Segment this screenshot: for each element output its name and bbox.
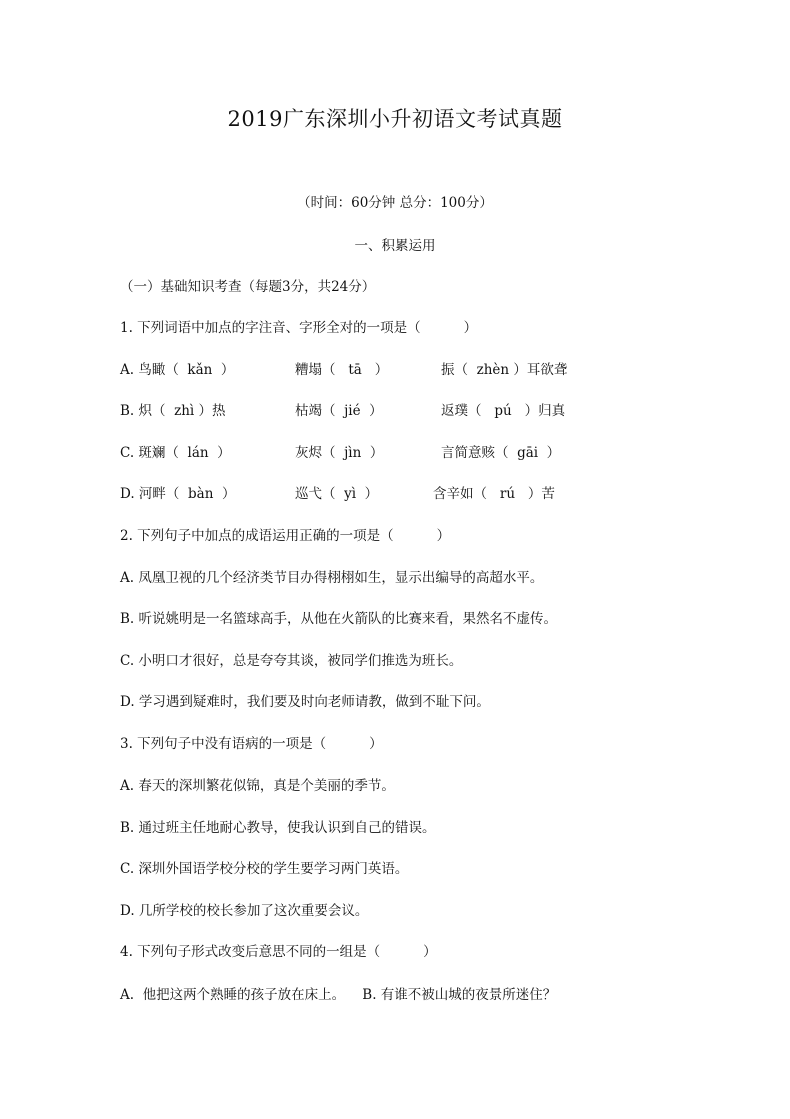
question-2-option-b: B. 听说姚明是一名篮球高手，从他在火箭队的比赛来看，果然名不虚传。 <box>120 611 558 627</box>
option-cell: 返璞（ pú ）归真 <box>441 403 566 419</box>
option-cell: 言简意赅（ gāi ） <box>441 445 561 461</box>
option-cell: A. 鸟瞰（ kǎn ） <box>120 362 235 378</box>
option-cell: 糟塌（ tā ） <box>295 362 389 378</box>
question-4-options: A. 他把这两个熟睡的孩子放在床上。 B. 有谁不被山城的夜景所迷住？ <box>120 987 557 1003</box>
option-cell: 灰烬（ jìn ） <box>295 445 384 461</box>
question-1-stem: 1. 下列词语中加点的字注音、字形全对的一项是（ ） <box>120 320 478 336</box>
question-3-option-a: A. 春天的深圳繁花似锦，真是个美丽的季节。 <box>120 778 395 794</box>
question-2-option-d: D. 学习遇到疑难时，我们要及时向老师请教，做到不耻下问。 <box>120 694 490 710</box>
option-cell: 枯竭（ jié ） <box>295 403 383 419</box>
question-2-option-c: C. 小明口才很好，总是夸夸其谈，被同学们推选为班长。 <box>120 653 463 669</box>
question-4-stem: 4. 下列句子形式改变后意思不同的一组是（ ） <box>120 944 437 960</box>
question-3-option-b: B. 通过班主任地耐心教导，使我认识到自己的错误。 <box>120 820 436 836</box>
question-3-stem: 3. 下列句子中没有语病的一项是（ ） <box>120 736 383 752</box>
subsection-heading: （一）基础知识考查（每题3分，共24分） <box>120 279 376 295</box>
time-info: （时间：60分钟 总分：100分） <box>297 195 493 211</box>
question-3-option-d: D. 几所学校的校长参加了这次重要会议。 <box>120 903 369 919</box>
option-cell: 巡弋（ yì ） <box>295 486 379 502</box>
question-1-option-d <box>120 482 590 562</box>
option-cell: 含辛如（ rú ）苦 <box>433 486 555 502</box>
option-cell: D. 河畔（ bàn ） <box>120 486 236 502</box>
exam-title: 2019广东深圳小升初语文考试真题 <box>227 107 563 131</box>
question-2-option-a: A. 凤凰卫视的几个经济类节目办得栩栩如生，显示出编导的高超水平。 <box>120 570 544 586</box>
option-cell: B. 炽（ zhì ）热 <box>120 403 226 419</box>
section-heading: 一、积累运用 <box>354 238 436 254</box>
question-2-stem: 2. 下列句子中加点的成语运用正确的一项是（ ） <box>120 528 451 544</box>
option-cell: C. 斑斓（ lán ） <box>120 445 231 461</box>
option-cell: 振（ zhèn ）耳欲聋 <box>441 362 568 378</box>
question-3-option-c: C. 深圳外国语学校分校的学生要学习两门英语。 <box>120 861 409 877</box>
